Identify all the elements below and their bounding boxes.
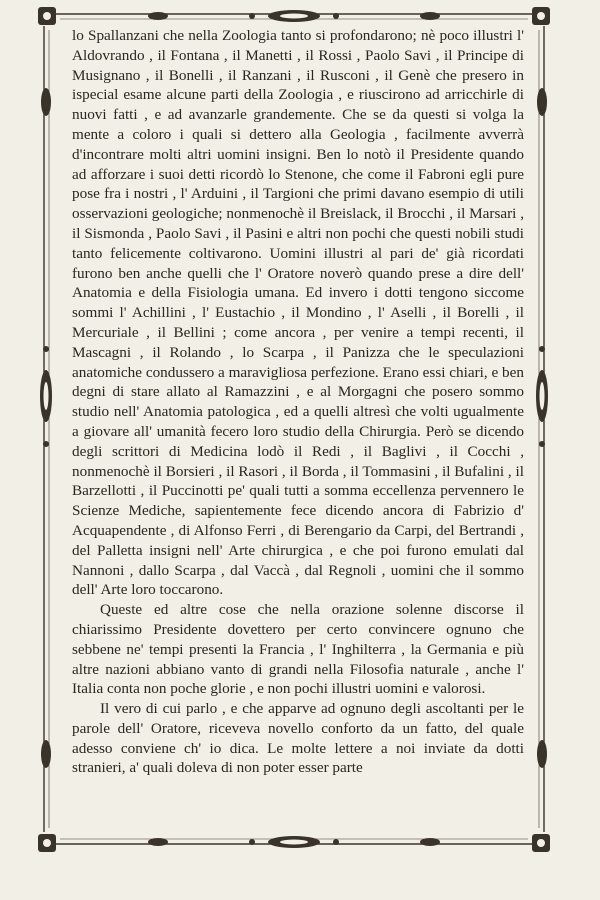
body-text (72, 26, 524, 806)
paragraph: Queste ed altre cose che nella orazione solenne discorse il chiarissimo Presidente dovettero per certo convincere ognuno che sebbene ne' tempi presenti la Francia , l' Inghilterra , la Germania e più altre nazioni abbiano vanto di grandi nella Filosofia naturale , anche l' Italia conta non poche glorie , e non pochi illustri uomini e valorosi. (72, 601, 524, 698)
paragraph: Il vero di cui parlo , e che apparve ad ognuno degli ascoltanti per le parole dell' Oratore, riceveva novello conforto da un fatto, del quale adesso conviene ch' io dica. Le molte lettere a noi inviate da dotti stranieri, a' quali doleva di non poter esser parte (72, 700, 524, 777)
paragraph: lo Spallanzani che nella Zoologia tanto si profondarono; nè poco illustri l' Aldovrando , il Fontana , il Manetti , il Rossi , Paolo Savi , il Principe di Musignano , il Bonelli , il Ranzani , il Rusconi , il Genè che presero in ispecial esame alcune parti della Zoologia , e riuscirono ad arricchirle di nuovi fatti , e ad avanzarle grandemente. Che se da questi si volga la mente a coloro i quali si dettero alla Geologia , facilmente avverrà d'incontrare molti altri uomini insigni. Ben lo notò il Presidente quando ad afforzare i suoi detti ricordò lo Stenone, che come il Fabroni egli pure pose fra i nostri , l' Arduini , il Targioni che primi davano esempio di utili osservazioni geologiche; nonmenochè il Breislack, il Brocchi , il Marsari , il Sismonda , Paolo Savi , il Pasini e altri non pochi che questi nobili studi tanto felicemente coltivarono. Uomini illustri al pari de' già ricordati furono ben anche quelli che l' Oratore noverò quando prese a dire dell' Anatomia e della Fisiologia umana. Ed invero i dotti tengono siccome sommi l' Achillini , l' Eustachio , il Mondino , l' Aselli , il Borelli , il Mercuriale , il Bellini ; come ancora , per venire a tempi recenti, il Mascagni , il Rolando , lo Scarpa , il Panizza che le speculazioni anatomiche condussero a maravigliosa perfezione. Erano essi chiari, e ben degni di stare allato al Ramazzini , e al Morgagni che posero sommo studio nell' Anatomia patologica , ed a quelli altresì che volti ugualmente a giovare all' umanità fecero loro studio della Chirurgia. Però se dicendo degli scrittori di Medicina lodò il Redi , il Baglivi , il Cocchi , nonmenochè il Borsieri , il Rasori , il Borda , il Tommasini , il Bufalini , il Barzellotti , il Puccinotti pe' quali tutti a somma eccellenza pervennero le Scienze Mediche, sapientemente fece dicendo ancora di Fabrizio d' Acquapendente , di Alfonso Ferri , di Berengario da Carpi, del Bertrandi , del Palletta insigni nell' Arte chirurgica , e che poi furono emulati dal Nannoni , dallo Scarpa , dal Vaccà , dal Regnoli , uomini che il sommo dell' Arte loro toccarono. (72, 27, 524, 599)
